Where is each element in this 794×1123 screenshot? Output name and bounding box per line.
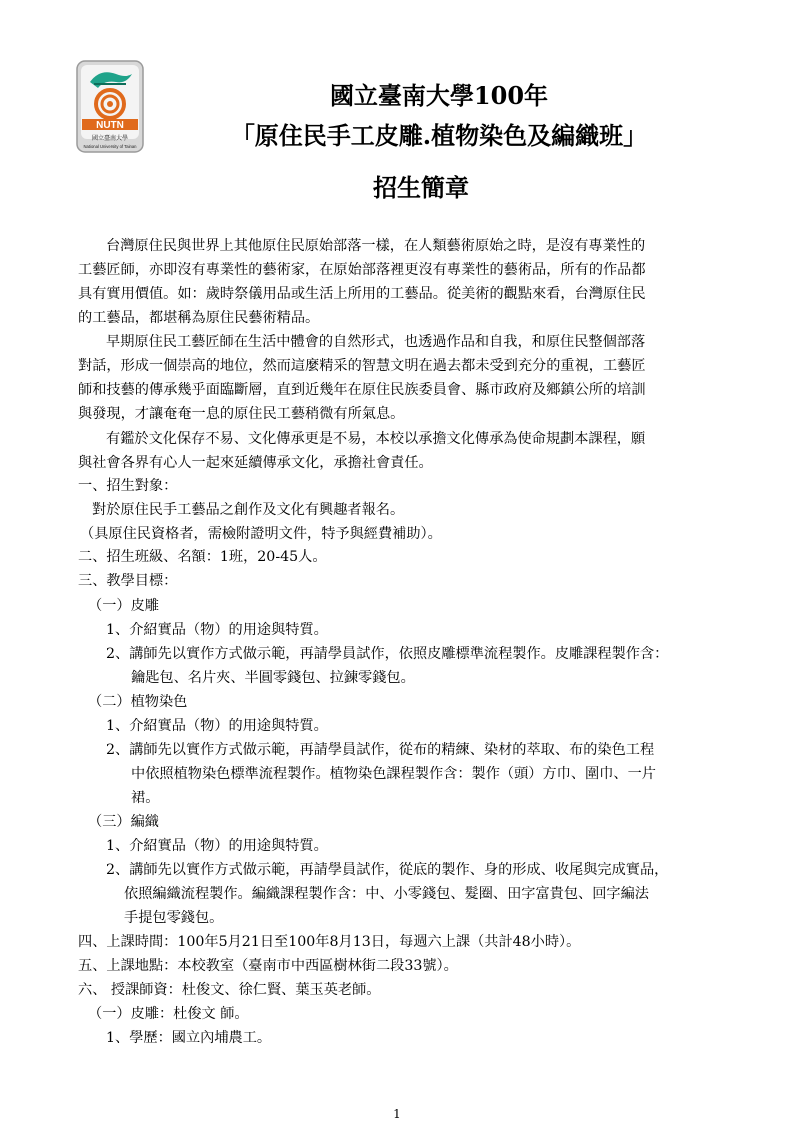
page-number: 1: [393, 1107, 401, 1121]
intro-paragraph-1-line: 工藝匠師，亦即沒有專業性的藝術家，在原始部落裡更沒有專業性的藝術品，所有的作品都: [78, 262, 646, 278]
logo-abbrev: NUTN: [96, 120, 124, 131]
section-heading-class-location: 五、上課地點：本校教室（臺南市中西區樹林街二段33號）。: [78, 958, 458, 974]
list-item: 2、講師先以實作方式做示範，再請學員試作，從底的製作、身的形成、收尾與完成實品，: [106, 862, 669, 878]
list-item: 1、介紹實品（物）的用途與特質。: [106, 838, 328, 854]
intro-paragraph-2-line: 早期原住民工藝匠師在生活中體會的自然形式，也透過作品和自我，和原住民整個部落: [106, 334, 646, 350]
intro-paragraph-3-line: 有鑑於文化保存不易、文化傳承更是不易，本校以承擔文化傳承為使命規劃本課程，願: [106, 431, 646, 447]
intro-paragraph-2-line: 師和技藝的傳承幾乎面臨斷層，直到近幾年在原住民族委員會、縣市政府及鄉鎮公所的培訓: [78, 382, 646, 398]
intro-paragraph-1-line: 具有實用價值。如：歲時祭儀用品或生活上所用的工藝品。從美術的觀點來看，台灣原住民: [78, 286, 646, 302]
title-line-1: 國立臺南大學100年: [329, 81, 549, 110]
list-item: 2、講師先以實作方式做示範，再請學員試作，依照皮雕標準流程製作。皮雕課程製作含：: [106, 646, 669, 662]
subsection-heading-plant-dyeing: （二）植物染色: [88, 694, 188, 710]
section-heading-class-quota: 二、招生班級、名額：1班，20-45人。: [78, 549, 327, 565]
title-line-2: 「原住民手工皮雕.植物染色及編織班」: [230, 121, 648, 150]
intro-paragraph-3-line: 與社會各界有心人一起來延續傳承文化，承擔社會責任。: [78, 455, 433, 471]
section-heading-class-time: 四、上課時間：100年5月21日至100年8月13日，每週六上課（共計48小時）。: [78, 934, 581, 950]
list-item: 1、學歷：國立內埔農工。: [106, 1030, 272, 1046]
list-item-continuation: 手提包零錢包。: [124, 910, 224, 926]
section-heading-enrollment-target: 一、招生對象：: [78, 478, 178, 494]
list-item-continuation: 裙。: [131, 790, 160, 806]
section-text: （具原住民資格者，需檢附證明文件，特予與經費補助）。: [80, 526, 442, 542]
list-item: 1、介紹實品（物）的用途與特質。: [106, 718, 328, 734]
intro-paragraph-1-line: 的工藝品，都堪稱為原住民藝術精品。: [78, 310, 320, 326]
intro-paragraph-2-line: 與發現，才讓奄奄一息的原住民工藝稍微有所氣息。: [78, 406, 405, 422]
intro-paragraph-1-line: 台灣原住民與世界上其他原住民原始部落一樣，在人類藝術原始之時，是沒有專業性的: [106, 238, 646, 254]
section-heading-teaching-goals: 三、教學目標：: [78, 573, 178, 589]
list-item-continuation: 中依照植物染色標準流程製作。植物染色課程製作含：製作（頭）方巾、圍巾、一片: [131, 766, 656, 782]
subsection-heading-leather-carving: （一）皮雕: [88, 598, 159, 614]
subsection-heading-weaving: （三）編織: [88, 814, 159, 830]
logo-chinese-name: 國立臺南大學: [91, 135, 129, 142]
list-item-continuation: 鑰匙包、名片夾、半圓零錢包、拉鍊零錢包。: [131, 670, 415, 686]
logo-english-name: National University of Tainan: [83, 144, 137, 149]
section-text: 對於原住民手工藝品之創作及文化有興趣者報名。: [92, 502, 405, 518]
section-heading-instructors: 六、 授課師資：杜俊文、徐仁賢、葉玉英老師。: [78, 982, 381, 998]
subsection-heading-leather-instructor: （一）皮雕：杜俊文 師。: [88, 1006, 249, 1022]
list-item: 2、講師先以實作方式做示範，再請學員試作，從布的精練、染材的萃取、布的染色工程: [106, 742, 655, 758]
title-line-3: 招生簡章: [373, 173, 469, 202]
list-item: 1、介紹實品（物）的用途與特質。: [106, 622, 328, 638]
list-item-continuation: 依照編織流程製作。編織課程製作含：中、小零錢包、髮圈、田字富貴包、回字編法: [124, 886, 649, 902]
intro-paragraph-2-line: 對話，形成一個崇高的地位，然而這麼精采的智慧文明在過去都未受到充分的重視，工藝匠: [78, 358, 646, 374]
